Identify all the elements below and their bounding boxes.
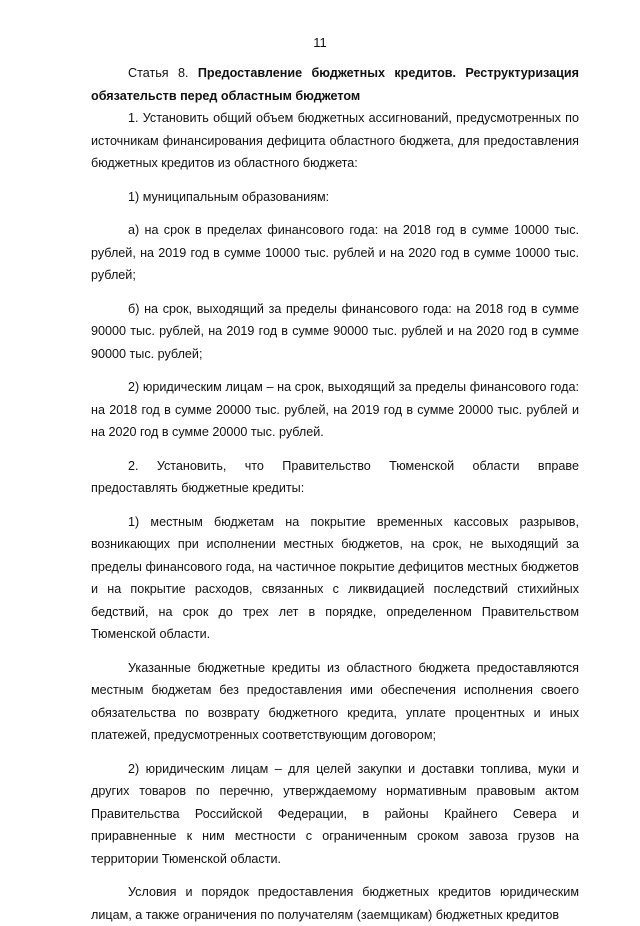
article-title: Предоставление бюджетных кредитов. Реструктуризация обязательств перед областным бюджетом: [91, 66, 579, 103]
paragraph: б) на срок, выходящий за пределы финансового года: на 2018 год в сумме 90000 тыс. рублей, на 2019 год в сумме 90000 тыс. рублей и на 2020 год в сумме 90000 тыс. рублей;: [91, 301, 579, 361]
paragraph: Указанные бюджетные кредиты из областного бюджета предоставляются местным бюджетам без предоставления ими обеспечения исполнения своего обязательства по возврату бюджетного кредита, уплате процентных и иных платежей, предусмотренных соответствующим договором;: [91, 660, 579, 742]
paragraph: 1) местным бюджетам на покрытие временных кассовых разрывов, возникающих при исполнении местных бюджетов, на срок, не выходящий за пределы финансового года, на частичное покрытие дефицитов местных бюджетов и на покрытие расходов, связанных с ликвидацией последствий стихийных бедствий, на срок до трех лет в порядке, определенном Правительством Тюменской области.: [91, 514, 579, 641]
paragraph: 2. Установить, что Правительство Тюменской области вправе предоставлять бюджетные кредиты:: [91, 458, 579, 495]
paragraph: 2) юридическим лицам – для целей закупки и доставки топлива, муки и других товаров по перечню, утверждаемому нормативным правовым актом Правительства Российской Федерации, в районы Крайнего Севера и приравненные к ним местности с ограниченным сроком завоза грузов на территории Тюменской области.: [91, 761, 579, 866]
document-body: [91, 62, 579, 926]
paragraph: 1) муниципальным образованиям:: [128, 189, 330, 204]
paragraph: 1. Установить общий объем бюджетных ассигнований, предусмотренных по источникам финансирования дефицита областного бюджета, для предоставления бюджетных кредитов из областного бюджета:: [91, 111, 579, 170]
paragraph: а) на срок в пределах финансового года: на 2018 год в сумме 10000 тыс. рублей, на 2019 год в сумме 10000 тыс. рублей и на 2020 год в сумме 10000 тыс. рублей;: [91, 223, 579, 282]
page-number: 11: [313, 35, 327, 50]
article-heading: [91, 62, 579, 107]
paragraph: Условия и порядок предоставления бюджетных кредитов юридическим лицам, а также ограничения по получателям (заемщикам) бюджетных кредитов: [91, 885, 579, 922]
paragraph: 2) юридическим лицам – на срок, выходящий за пределы финансового года: на 2018 год в сумме 20000 тыс. рублей, на 2019 год в сумме 20000 тыс. рублей и на 2020 год в сумме 20000 тыс. рублей.: [91, 380, 579, 439]
article-label: Статья 8.: [128, 66, 189, 80]
